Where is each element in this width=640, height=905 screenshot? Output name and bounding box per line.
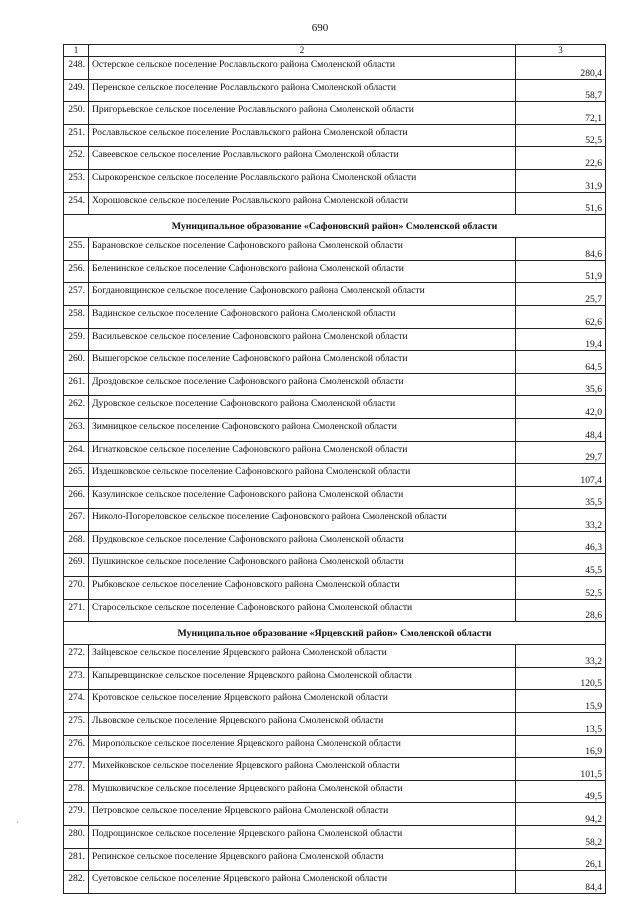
settlement-name: Прудковское сельское поселение Сафоновского района Смоленской области	[89, 531, 516, 554]
table-row	[64, 871, 606, 894]
row-value: 72,1	[516, 102, 606, 125]
row-number: 275.	[64, 713, 89, 736]
table-row	[64, 509, 606, 532]
table-row	[64, 169, 606, 192]
settlement-name: Пригорьевское сельское поселение Рославльского района Смоленской области	[89, 102, 516, 125]
settlement-name: Подрощинское сельское поселение Ярцевского района Смоленской области	[89, 826, 516, 849]
row-number: 264.	[64, 441, 89, 464]
row-number: 280.	[64, 826, 89, 849]
table-row	[64, 328, 606, 351]
table-row	[64, 690, 606, 713]
row-value: 33,2	[516, 509, 606, 532]
row-number: 277.	[64, 758, 89, 781]
row-number: 255.	[64, 238, 89, 261]
settlement-name: Зимницкое сельское поселение Сафоновского района Смоленской области	[89, 418, 516, 441]
row-value: 52,5	[516, 577, 606, 600]
row-number: 263.	[64, 418, 89, 441]
row-value: 101,5	[516, 758, 606, 781]
settlement-name: Хорошовское сельское поселение Рославльского района Смоленской области	[89, 192, 516, 215]
section-heading: Муниципальное образование «Ярцевский район» Смоленской области	[64, 622, 606, 645]
row-value: 35,6	[516, 373, 606, 396]
settlement-name: Игнатковское сельское поселение Сафоновского района Смоленской области	[89, 441, 516, 464]
row-value: 33,2	[516, 645, 606, 668]
table-row	[64, 599, 606, 622]
section-heading: Муниципальное образование «Сафоновский район» Смоленской области	[64, 215, 606, 238]
row-number: 276.	[64, 735, 89, 758]
table-row	[64, 486, 606, 509]
table-row	[64, 396, 606, 419]
row-value: 51,9	[516, 260, 606, 283]
table-row	[64, 192, 606, 215]
row-number: 258.	[64, 305, 89, 328]
table-row	[64, 147, 606, 170]
table-row	[64, 735, 606, 758]
settlement-name: Зайцевское сельское поселение Ярцевского района Смоленской области	[89, 645, 516, 668]
table-row	[64, 826, 606, 849]
settlement-name: Барановское сельское поселение Сафоновского района Смоленской области	[89, 238, 516, 261]
margin-mark: ·	[16, 818, 19, 827]
settlement-name: Издешковское сельское поселение Сафоновского района Смоленской области	[89, 464, 516, 487]
row-value: 49,5	[516, 780, 606, 803]
settlement-name: Николо-Погореловское сельское поселение Сафоновского района Смоленской области	[89, 509, 516, 532]
header-col-value: 3	[516, 45, 606, 57]
row-value: 84,4	[516, 871, 606, 894]
row-value: 48,4	[516, 418, 606, 441]
table-row	[64, 57, 606, 80]
row-number: 266.	[64, 486, 89, 509]
settlement-name: Васильевское сельское поселение Сафоновского района Смоленской области	[89, 328, 516, 351]
table-row	[64, 848, 606, 871]
row-number: 262.	[64, 396, 89, 419]
settlements-table	[63, 44, 606, 894]
table-row	[64, 441, 606, 464]
settlement-name: Мушковичское сельское поселение Ярцевского района Смоленской области	[89, 780, 516, 803]
row-value: 22,6	[516, 147, 606, 170]
row-number: 269.	[64, 554, 89, 577]
row-number: 273.	[64, 667, 89, 690]
row-number: 253.	[64, 169, 89, 192]
row-value: 62,6	[516, 305, 606, 328]
row-value: 64,5	[516, 351, 606, 374]
header-col-number: 1	[64, 45, 89, 57]
row-value: 26,1	[516, 848, 606, 871]
settlement-name: Михейковское сельское поселение Ярцевского района Смоленской области	[89, 758, 516, 781]
row-number: 268.	[64, 531, 89, 554]
page-number: 690	[311, 22, 329, 34]
row-number: 256.	[64, 260, 89, 283]
table-row	[64, 464, 606, 487]
row-number: 271.	[64, 599, 89, 622]
row-value: 58,7	[516, 79, 606, 102]
settlement-name: Миропольское сельское поселение Ярцевского района Смоленской области	[89, 735, 516, 758]
row-number: 265.	[64, 464, 89, 487]
table-row	[64, 418, 606, 441]
settlement-name: Дроздовское сельское поселение Сафоновского района Смоленской области	[89, 373, 516, 396]
table-row	[64, 79, 606, 102]
settlement-name: Дуровское сельское поселение Сафоновского района Смоленской области	[89, 396, 516, 419]
table-row	[64, 803, 606, 826]
row-number: 281.	[64, 848, 89, 871]
table-row	[64, 645, 606, 668]
row-number: 249.	[64, 79, 89, 102]
row-number: 250.	[64, 102, 89, 125]
row-value: 58,2	[516, 826, 606, 849]
table-row	[64, 577, 606, 600]
row-number: 251.	[64, 124, 89, 147]
header-col-name: 2	[89, 45, 516, 57]
table-body	[64, 45, 606, 894]
settlement-name: Савеевское сельское поселение Рославльского района Смоленской области	[89, 147, 516, 170]
settlement-name: Вадинское сельское поселение Сафоновского района Смоленской области	[89, 305, 516, 328]
row-value: 28,6	[516, 599, 606, 622]
settlement-name: Богдановщинское сельское поселение Сафоновского района Смоленской области	[89, 283, 516, 306]
header-row	[64, 45, 606, 57]
settlement-name: Казулинское сельское поселение Сафоновского района Смоленской области	[89, 486, 516, 509]
settlement-name: Петровское сельское поселение Ярцевского района Смоленской области	[89, 803, 516, 826]
settlement-name: Рыбковское сельское поселение Сафоновского района Смоленской области	[89, 577, 516, 600]
row-value: 31,9	[516, 169, 606, 192]
table-row	[64, 260, 606, 283]
section-heading-row	[64, 215, 606, 238]
row-value: 120,5	[516, 667, 606, 690]
settlement-name: Капыревщинское сельское поселение Ярцевского района Смоленской области	[89, 667, 516, 690]
settlement-name: Старосельское сельское поселение Сафоновского района Смоленской области	[89, 599, 516, 622]
table-row	[64, 758, 606, 781]
row-number: 252.	[64, 147, 89, 170]
table-row	[64, 351, 606, 374]
row-number: 259.	[64, 328, 89, 351]
row-number: 282.	[64, 871, 89, 894]
settlement-name: Остерское сельское поселение Рославльского района Смоленской области	[89, 57, 516, 80]
settlement-name: Суетовское сельское поселение Ярцевского района Смоленской области	[89, 871, 516, 894]
row-number: 260.	[64, 351, 89, 374]
settlement-name: Львовское сельское поселение Ярцевского района Смоленской области	[89, 713, 516, 736]
row-value: 15,9	[516, 690, 606, 713]
table-row	[64, 667, 606, 690]
row-number: 270.	[64, 577, 89, 600]
row-value: 29,7	[516, 441, 606, 464]
table-row	[64, 554, 606, 577]
row-value: 19,4	[516, 328, 606, 351]
table-row	[64, 283, 606, 306]
table-row	[64, 780, 606, 803]
row-number: 257.	[64, 283, 89, 306]
table-row	[64, 305, 606, 328]
row-value: 51,6	[516, 192, 606, 215]
row-value: 107,4	[516, 464, 606, 487]
row-number: 279.	[64, 803, 89, 826]
row-value: 25,7	[516, 283, 606, 306]
row-number: 272.	[64, 645, 89, 668]
row-number: 274.	[64, 690, 89, 713]
table-row	[64, 102, 606, 125]
row-number: 248.	[64, 57, 89, 80]
row-number: 267.	[64, 509, 89, 532]
row-number: 278.	[64, 780, 89, 803]
table-row	[64, 713, 606, 736]
row-value: 52,5	[516, 124, 606, 147]
table-row	[64, 238, 606, 261]
row-value: 280,4	[516, 57, 606, 80]
row-number: 254.	[64, 192, 89, 215]
row-value: 13,5	[516, 713, 606, 736]
table-row	[64, 124, 606, 147]
row-value: 45,5	[516, 554, 606, 577]
settlement-name: Вышегорское сельское поселение Сафоновского района Смоленской области	[89, 351, 516, 374]
row-value: 94,2	[516, 803, 606, 826]
row-value: 35,5	[516, 486, 606, 509]
row-value: 16,9	[516, 735, 606, 758]
table-row	[64, 531, 606, 554]
row-value: 46,3	[516, 531, 606, 554]
row-value: 84,6	[516, 238, 606, 261]
settlement-name: Перенское сельское поселение Рославльского района Смоленской области	[89, 79, 516, 102]
table-row	[64, 373, 606, 396]
settlement-name: Беленинское сельское поселение Сафоновского района Смоленской области	[89, 260, 516, 283]
settlement-name: Кротовское сельское поселение Ярцевского района Смоленской области	[89, 690, 516, 713]
settlement-name: Пушкинское сельское поселение Сафоновского района Смоленской области	[89, 554, 516, 577]
settlement-name: Репинское сельское поселение Ярцевского района Смоленской области	[89, 848, 516, 871]
section-heading-row	[64, 622, 606, 645]
row-number: 261.	[64, 373, 89, 396]
settlement-name: Сырокоренское сельское поселение Рославльского района Смоленской области	[89, 169, 516, 192]
settlement-name: Рославльское сельское поселение Рославльского района Смоленской области	[89, 124, 516, 147]
row-value: 42,0	[516, 396, 606, 419]
